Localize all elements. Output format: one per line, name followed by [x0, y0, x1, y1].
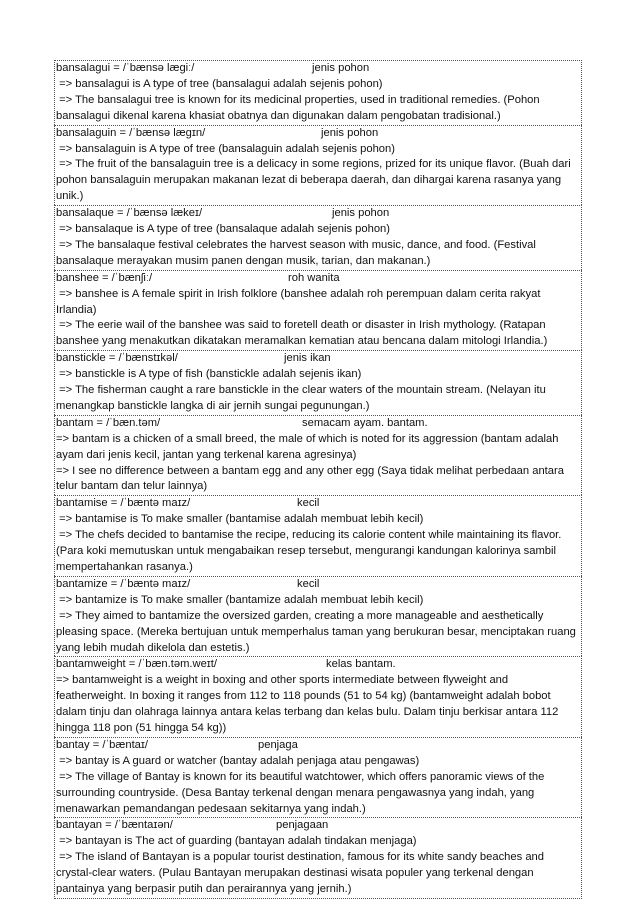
- entry-heading: [56, 657, 580, 673]
- dictionary-entry: [54, 60, 582, 125]
- entry-gloss: penjagaan: [276, 819, 329, 832]
- entry-gloss: jenis pohon: [321, 126, 379, 139]
- entry-definition: => bansalagui is A type of tree (bansalagui adalah sejenis pohon): [56, 77, 383, 90]
- dictionary-entry: [54, 270, 582, 351]
- entry-headword: bantayan = /ˈbæntaɪən/: [56, 819, 173, 832]
- entry-gloss: kecil: [297, 577, 320, 590]
- entry-heading: [56, 416, 580, 432]
- entry-heading: [56, 496, 580, 512]
- dictionary-entry: [54, 656, 582, 737]
- entry-definition: => bantamweight is a weight in boxing and other sports intermediate between flyweight and featherweight. In boxing it ranges from 112 to 118 pounds (51 to 54 kg) (bantamweight adalah bobot dalam tinju dan olahraga lainnya antara kelas terbang dan kelas bulu. Dalam tinju berkisar antara 112 hingga 118 pon (51 hingga 54 kg)): [56, 674, 562, 735]
- entry-definition: => bantamise is To make smaller (bantamise adalah membuat lebih kecil): [56, 513, 424, 526]
- entry-definition: => bantamize is To make smaller (bantamize adalah membuat lebih kecil): [56, 593, 424, 606]
- entry-heading: [56, 351, 580, 367]
- dictionary-page: [54, 60, 582, 899]
- entry-headword: bantamize = /ˈbæntə maɪz/: [56, 577, 191, 590]
- entry-gloss: jenis pohon: [332, 207, 390, 220]
- entry-heading: [56, 61, 580, 77]
- entry-headword: bansalaque = /ˈbænsə lækeɪ/: [56, 207, 203, 220]
- entry-headword: bantam = /ˈbæn.təm/: [56, 416, 161, 429]
- entry-heading: [56, 818, 580, 834]
- entry-heading: [56, 577, 580, 593]
- entry-gloss: penjaga: [258, 738, 298, 751]
- entry-example: => The bansalaque festival celebrates the harvest season with music, dance, and food. (Festival bansalaque merayakan musim panen dengan musik, tarian, dan makanan.): [56, 238, 539, 267]
- entry-definition: => bantay is A guard or watcher (bantay adalah penjaga atau pengawas): [56, 754, 420, 767]
- entry-example: => The eerie wail of the banshee was said to foretell death or disaster in Irish mythology. (Ratapan banshee yang menakutkan dikatakan meramalkan kematian atau bencana dalam mitologi Irlandia.): [56, 319, 549, 348]
- dictionary-entry: [54, 737, 582, 818]
- entry-definition: => banshee is A female spirit in Irish folklore (banshee adalah roh perempuan dalam cerita rakyat Irlandia): [56, 287, 544, 316]
- entry-example: => The fruit of the bansalaguin tree is a delicacy in some regions, prized for its unique flavor. (Buah dari pohon bansalaguin merupakan makanan lezat di beberapa daerah, dan dihargai karena rasanya yang unik.): [56, 158, 574, 203]
- entry-headword: banshee = /ˈbænʃiː/: [56, 271, 153, 284]
- entry-heading: [56, 738, 580, 754]
- entry-heading: [56, 126, 580, 142]
- entry-gloss: jenis pohon: [312, 62, 370, 74]
- entry-example: => They aimed to bantamize the oversized garden, creating a more manageable and aesthetically pleasing space. (Mereka bertujuan untuk memperhalus taman yang berukuran besar, menciptakan ruang yang lebih mudah dikelola dan estetis.): [56, 609, 580, 654]
- entry-heading: [56, 271, 580, 287]
- entry-gloss: roh wanita: [288, 271, 340, 284]
- entry-heading: [56, 206, 580, 222]
- entry-headword: bantay = /ˈbæntaɪ/: [56, 738, 148, 751]
- entry-example: => The village of Bantay is known for its beautiful watchtower, which offers panoramic views of the surrounding countryside. (Desa Bantay terkenal dengan menara pengawasnya yang indah, yang menawarkan pemandangan pedesaan sekitarnya yang indah.): [56, 770, 548, 815]
- entry-headword: bansalagui = /ˈbænsə læɡiː/: [56, 62, 195, 74]
- dictionary-entry: [54, 350, 582, 415]
- entry-gloss: jenis ikan: [284, 352, 331, 365]
- entry-definition: => bansalaguin is A type of tree (bansalaguin adalah sejenis pohon): [56, 142, 395, 155]
- dictionary-entry: [54, 817, 582, 899]
- entry-headword: bantamise = /ˈbæntə maɪz/: [56, 497, 191, 510]
- entry-gloss: semacam ayam. bantam.: [302, 416, 428, 429]
- dictionary-entry: [54, 495, 582, 576]
- entry-definition: => bantam is a chicken of a small breed, the male of which is noted for its aggression (bantam adalah ayam dari jenis kecil, jantan yang terkenal karena agresinya): [56, 432, 562, 461]
- entry-gloss: kelas bantam.: [326, 658, 396, 671]
- dictionary-entry: [54, 205, 582, 270]
- entry-headword: bansalaguin = /ˈbænsə læɡɪn/: [56, 126, 206, 139]
- entry-gloss: kecil: [297, 497, 320, 510]
- entry-headword: bantamweight = /ˈbæn.təm.weɪt/: [56, 658, 217, 671]
- entry-example: => The fisherman caught a rare banstickle in the clear waters of the mountain stream. (Nelayan itu menangkap banstickle langka di air jernih sungai pegunungan.): [56, 384, 549, 412]
- entry-example: => The island of Bantayan is a popular tourist destination, famous for its white sandy beaches and crystal-clear waters. (Pulau Bantayan merupakan destinasi wisata populer yang terkenal dengan pantainya yang berpasir putih dan perairannya yang jernih.): [56, 851, 548, 896]
- entry-definition: => bansalaque is A type of tree (bansalaque adalah sejenis pohon): [56, 223, 391, 236]
- dictionary-entry: [54, 576, 582, 657]
- dictionary-entry: [54, 125, 582, 206]
- dictionary-entry: [54, 415, 582, 496]
- entry-example: => The chefs decided to bantamise the recipe, reducing its calorie content while maintaining its flavor. (Para koki memutuskan untuk mengabaikan resep tersebut, mengurangi kandungan kalorinya sambil mempertahankan rasanya.): [56, 529, 565, 573]
- entry-definition: => banstickle is A type of fish (banstickle adalah sejenis ikan): [56, 368, 362, 381]
- entry-example: => The bansalagui tree is known for its medicinal properties, used in traditional remedies. (Pohon bansalagui dikenal karena khasiat obatnya dan digunakan dalam pengobatan tradisional.): [56, 93, 543, 122]
- entry-example: => I see no difference between a bantam egg and any other egg (Saya tidak melihat perbedaan antara telur bantam dan telur lainnya): [56, 464, 568, 493]
- entry-headword: banstickle = /ˈbænstɪkəl/: [56, 352, 178, 365]
- entry-definition: => bantayan is The act of guarding (bantayan adalah tindakan menjaga): [56, 835, 417, 848]
